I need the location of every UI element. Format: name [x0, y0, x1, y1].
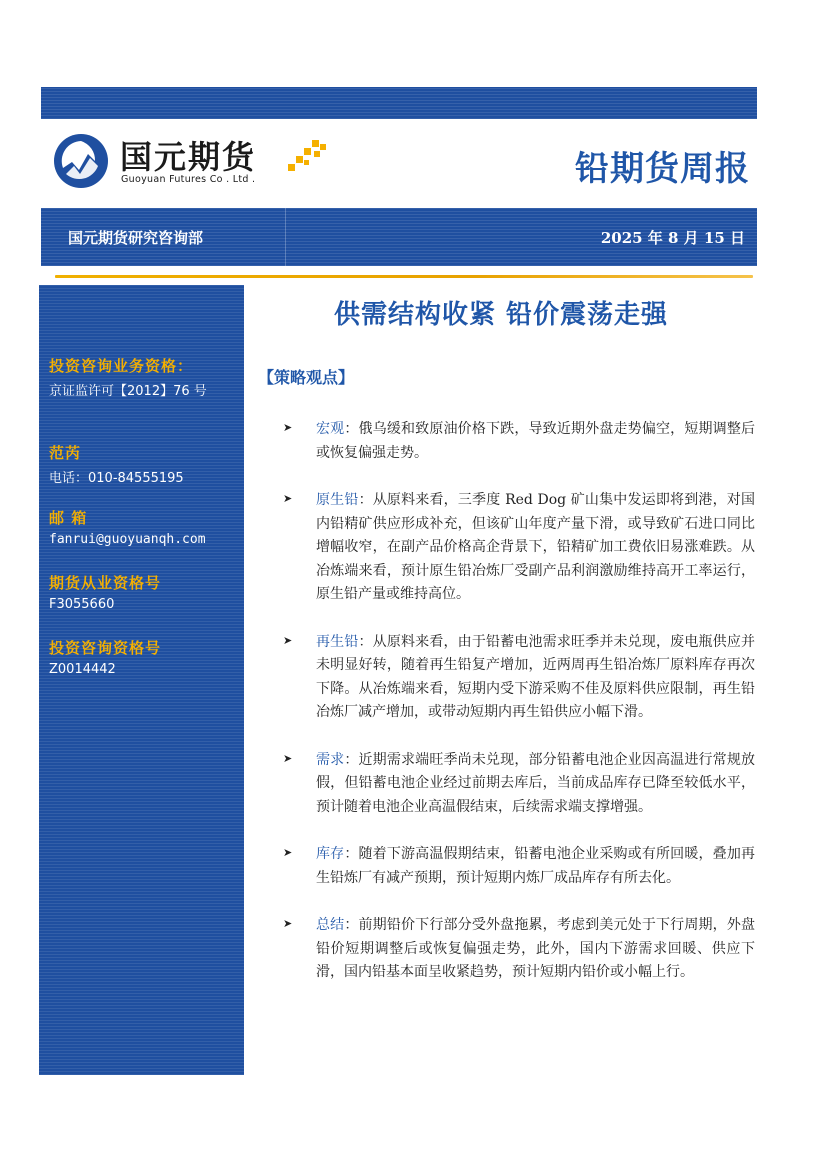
- analyst-phone: 电话：010-84555195: [49, 471, 184, 486]
- gold-divider-line: [55, 275, 753, 278]
- bullet-macro: [283, 418, 755, 465]
- top-banner-band: [41, 87, 757, 119]
- futures-license-number: F3055660: [49, 597, 115, 612]
- analyst-name: 范芮: [49, 444, 82, 462]
- bullet-arrow-icon: ➤: [283, 633, 293, 647]
- section-title-strategy: 【策略观点】: [258, 368, 355, 387]
- sidebar-heading: 邮 箱: [49, 509, 88, 527]
- bullet-arrow-icon: ➤: [283, 846, 293, 859]
- bullet-label: 需求: [316, 751, 345, 768]
- bullet-text: ：近期需求端旺季尚未兑现，部分铅蓄电池企业因高温进行常规放假，但铅蓄电池企业经过前期去库后，当前成品库存已降至较低水平，预计随着电池企业高温假结束，后续需求端支撑增强。: [316, 751, 756, 815]
- bullet-label: 原生铅: [316, 492, 359, 508]
- bullet-arrow-icon: ➤: [283, 492, 293, 505]
- sidebar-futures-license: [49, 572, 161, 612]
- department-band: [41, 208, 757, 266]
- bullet-inventory: [283, 843, 755, 890]
- sidebar-value: 京证监许可【2012】76 号: [49, 384, 207, 399]
- report-date: 2025 年 8 月 15 日: [600, 229, 745, 247]
- brand-name-en: Guoyuan Futures Co . Ltd .: [121, 174, 256, 185]
- bullet-demand: [283, 749, 755, 820]
- bullet-summary: [283, 914, 755, 985]
- company-logo: [52, 132, 302, 192]
- bullet-label: 再生铅: [316, 633, 359, 650]
- bullet-text: ：从原料来看，三季度 Red Dog 矿山集中发运即将到港，对国内铅精矿供应形成补充，但该矿山年度产量下滑，或导致矿石进口同比增幅收窄，在副产品价格高企背景下，铅精矿加工费依旧易涨难跌。从冶炼端来看，预计原生铅冶炼厂受副产品利润激励维持高开工率运行，原生铅产量或维持高位。: [316, 492, 755, 602]
- sidebar-heading: 期货从业资格号: [49, 574, 162, 592]
- sidebar-heading: 投资咨询业务资格：: [49, 357, 194, 375]
- sidebar-email: [49, 507, 206, 547]
- sidebar-analyst: [49, 442, 184, 486]
- bullet-arrow-icon: ➤: [283, 751, 293, 765]
- analyst-email: fanrui@guoyuanqh.com: [49, 532, 206, 547]
- bullet-label: 库存: [316, 846, 345, 862]
- bullet-text: ：从原料来看，由于铅蓄电池需求旺季并未兑现，废电瓶供应并未明显好转，随着再生铅复产增加，近两周再生铅冶炼厂原料库存再次下降。从冶炼端来看，短期内受下游采购不佳及原料供应限制，再生铅冶炼厂减产增加，或带动短期内再生铅供应小幅下滑。: [316, 633, 755, 720]
- brand-name-cn: 国元期货: [120, 138, 257, 176]
- bullet-primary-lead: [283, 489, 755, 607]
- sidebar-heading: 投资咨询资格号: [49, 639, 162, 657]
- bullet-arrow-icon: ➤: [283, 917, 293, 930]
- bullet-text: ：俄乌缓和致原油价格下跌，导致近期外盘走势偏空，短期调整后或恢复偏强走势。: [316, 421, 756, 461]
- contact-sidebar: [39, 285, 244, 1075]
- band-divider: [285, 208, 286, 266]
- report-headline: 供需结构收紧 铅价震荡走强: [333, 300, 669, 330]
- strategy-bullets: [283, 418, 755, 1009]
- bullet-text: ：前期铅价下行部分受外盘拖累，考虑到美元处于下行周期，外盘铅价短期调整后或恢复偏强走势，此外，国内下游需求回暖、供应下滑，国内铅基本面呈收紧趋势，预计短期内铅价或小幅上行。: [316, 917, 756, 980]
- logo-emblem-icon: [52, 132, 110, 190]
- department-name: 国元期货研究咨询部: [68, 229, 204, 247]
- bullet-label: 宏观: [316, 421, 345, 437]
- advisory-license-number: Z0014442: [49, 662, 116, 677]
- sidebar-qualification: [49, 355, 207, 399]
- bullet-arrow-icon: ➤: [283, 421, 293, 434]
- gold-squares-icon: [282, 138, 330, 174]
- sidebar-advisory-license: [49, 637, 161, 677]
- bullet-label: 总结: [316, 917, 345, 933]
- bullet-secondary-lead: [283, 631, 755, 725]
- report-title: 铅期货周报: [575, 149, 750, 189]
- bullet-text: ：随着下游高温假期结束，铅蓄电池企业采购或有所回暖，叠加再生铅炼厂有减产预期，预计短期内炼厂成品库存有所去化。: [316, 846, 756, 886]
